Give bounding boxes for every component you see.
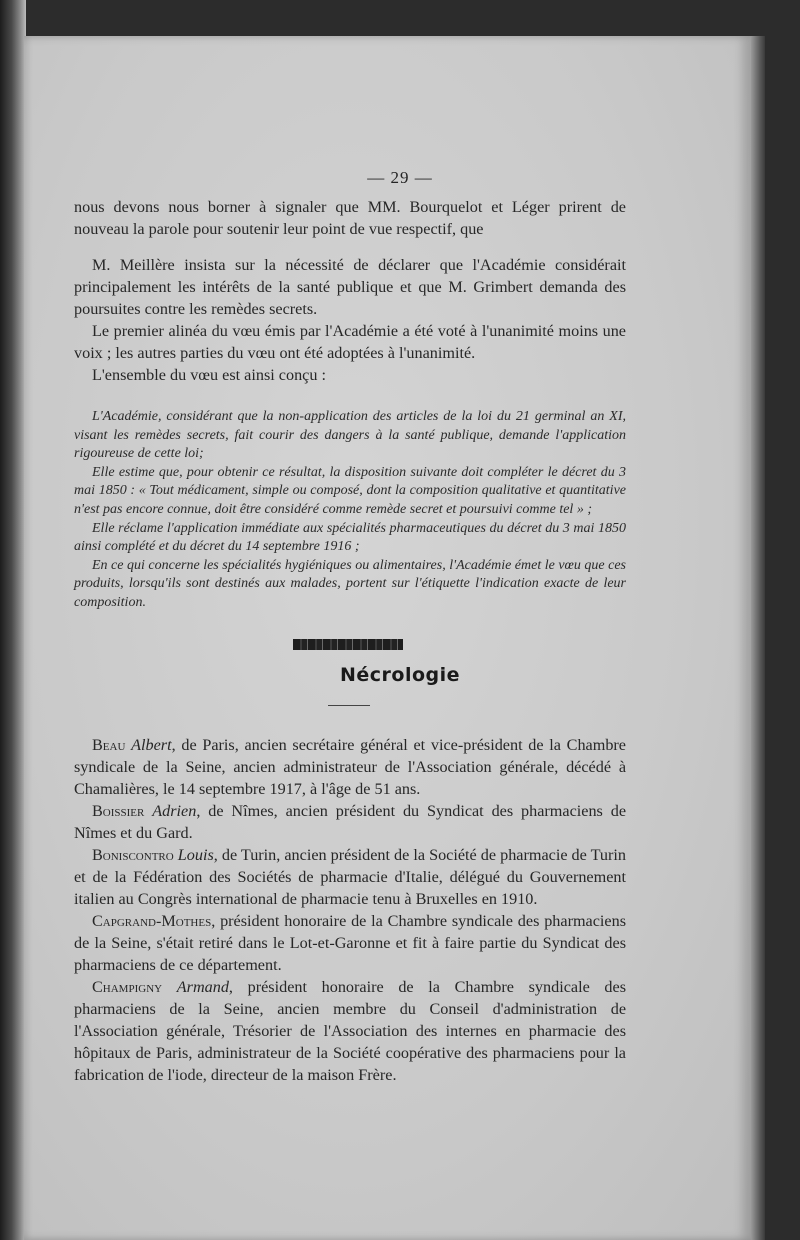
obituary-text: , président honoraire de la Chambre syndicale des pharmaciens de la Seine, s'était retiré dans le Lot-et-Garonne et fit à faire partie du Syndicat des pharmaciens de ce département. — [74, 912, 626, 974]
obituary-surname: Boissier — [92, 802, 145, 820]
obituary-surname: Beau — [92, 736, 126, 754]
quote-paragraph-2: Elle estime que, pour obtenir ce résultat, la disposition suivante doit compléter le décret du 3 mai 1850 : « Tout médicament, simple ou composé, dont la composition qualitative et quantitative n'est pas encore connue, doit être considéré comme remède secret et poursuivi comme tel » ; — [74, 464, 626, 517]
obituary-entry — [74, 734, 626, 800]
intro-text-2: M. Meillère insista sur la nécessité de déclarer que l'Académie considérait principalement les intérêts de la santé publique et que M. Grimbert demanda des poursuites contre les remèdes secrets. — [74, 256, 626, 318]
intro-paragraph-1 — [74, 196, 626, 240]
obituary-surname: Capgrand-Mothes — [92, 912, 212, 930]
obituary-entry — [74, 800, 626, 844]
obituary-firstname: Louis — [177, 846, 214, 864]
heading-rule — [328, 705, 370, 706]
obituary-firstname: Armand — [176, 978, 229, 996]
ornament-divider — [293, 639, 403, 650]
obituary-text: , de Paris, ancien secrétaire général et vice-président de la Chambre syndicale de la Seine, ancien administrateur de l'Association générale, décédé à Chamalières, le 14 septembre 1917, à l'âge de 51 ans. — [74, 736, 626, 798]
obituary-firstname: Adrien — [152, 802, 197, 820]
quote-paragraph-3: Elle réclame l'application immédiate aux spécialités pharmaceutiques du décret du 3 mai 1850 ainsi complété et du décret du 14 septembre 1916 ; — [74, 520, 626, 555]
section-heading: Nécrologie — [339, 664, 461, 686]
obituary-list — [74, 734, 626, 1086]
intro-block — [74, 254, 626, 386]
obituary-surname: Champigny — [92, 978, 163, 996]
intro-text-1: nous devons nous borner à signaler que MM. Bourquelot et Léger prirent de nouveau la parole pour soutenir leur point de vue respectif, que — [74, 198, 626, 238]
obituary-entry — [74, 976, 626, 1086]
obituary-firstname: Albert — [131, 736, 172, 754]
resolution-quote — [74, 408, 626, 613]
quote-paragraph-1: L'Académie, considérant que la non-application des articles de la loi du 21 germinal an XI, visant les remèdes secrets, fait courir des dangers à la santé publique, demande l'application rigoureuse de cette loi; — [74, 409, 626, 462]
intro-text-3: Le premier alinéa du vœu émis par l'Académie a été voté à l'unanimité moins une voix ; les autres parties du vœu ont été adoptées à l'unanimité. — [74, 322, 626, 362]
obituary-text: , président honoraire de la Chambre syndicale des pharmaciens de la Seine, ancien membre du Conseil d'administration de l'Association générale, Trésorier de l'Association des internes en pharmacie des hôpitaux de Paris, administrateur de la Société coopérative des pharmaciens pour la fabrication de l'iode, directeur de la maison Frère. — [74, 978, 626, 1084]
obituary-text: , de Nîmes, ancien président du Syndicat des pharmaciens de Nîmes et du Gard. — [74, 802, 627, 842]
obituary-surname: Boniscontro — [92, 846, 174, 864]
obituary-entry — [74, 844, 626, 910]
quote-paragraph-4: En ce qui concerne les spécialités hygiéniques ou alimentaires, l'Académie émet le vœu que ces produits, lorsqu'ils sont destinés aux malades, portent sur l'étiquette l'indication exacte de leur composition. — [74, 557, 626, 610]
obituary-entry — [74, 910, 626, 976]
page-edge — [751, 36, 765, 1240]
intro-text-4: L'ensemble du vœu est ainsi conçu : — [92, 366, 326, 384]
page-number: — 29 — — [367, 168, 433, 187]
obituary-text: , de Turin, ancien président de la Société de pharmacie de Turin et de la Fédération des Sociétés de pharmacie d'Italie, délégué du Gouvernement italien au Congrès international de pharmacie tenu à Bruxelles en 1910. — [74, 846, 626, 908]
